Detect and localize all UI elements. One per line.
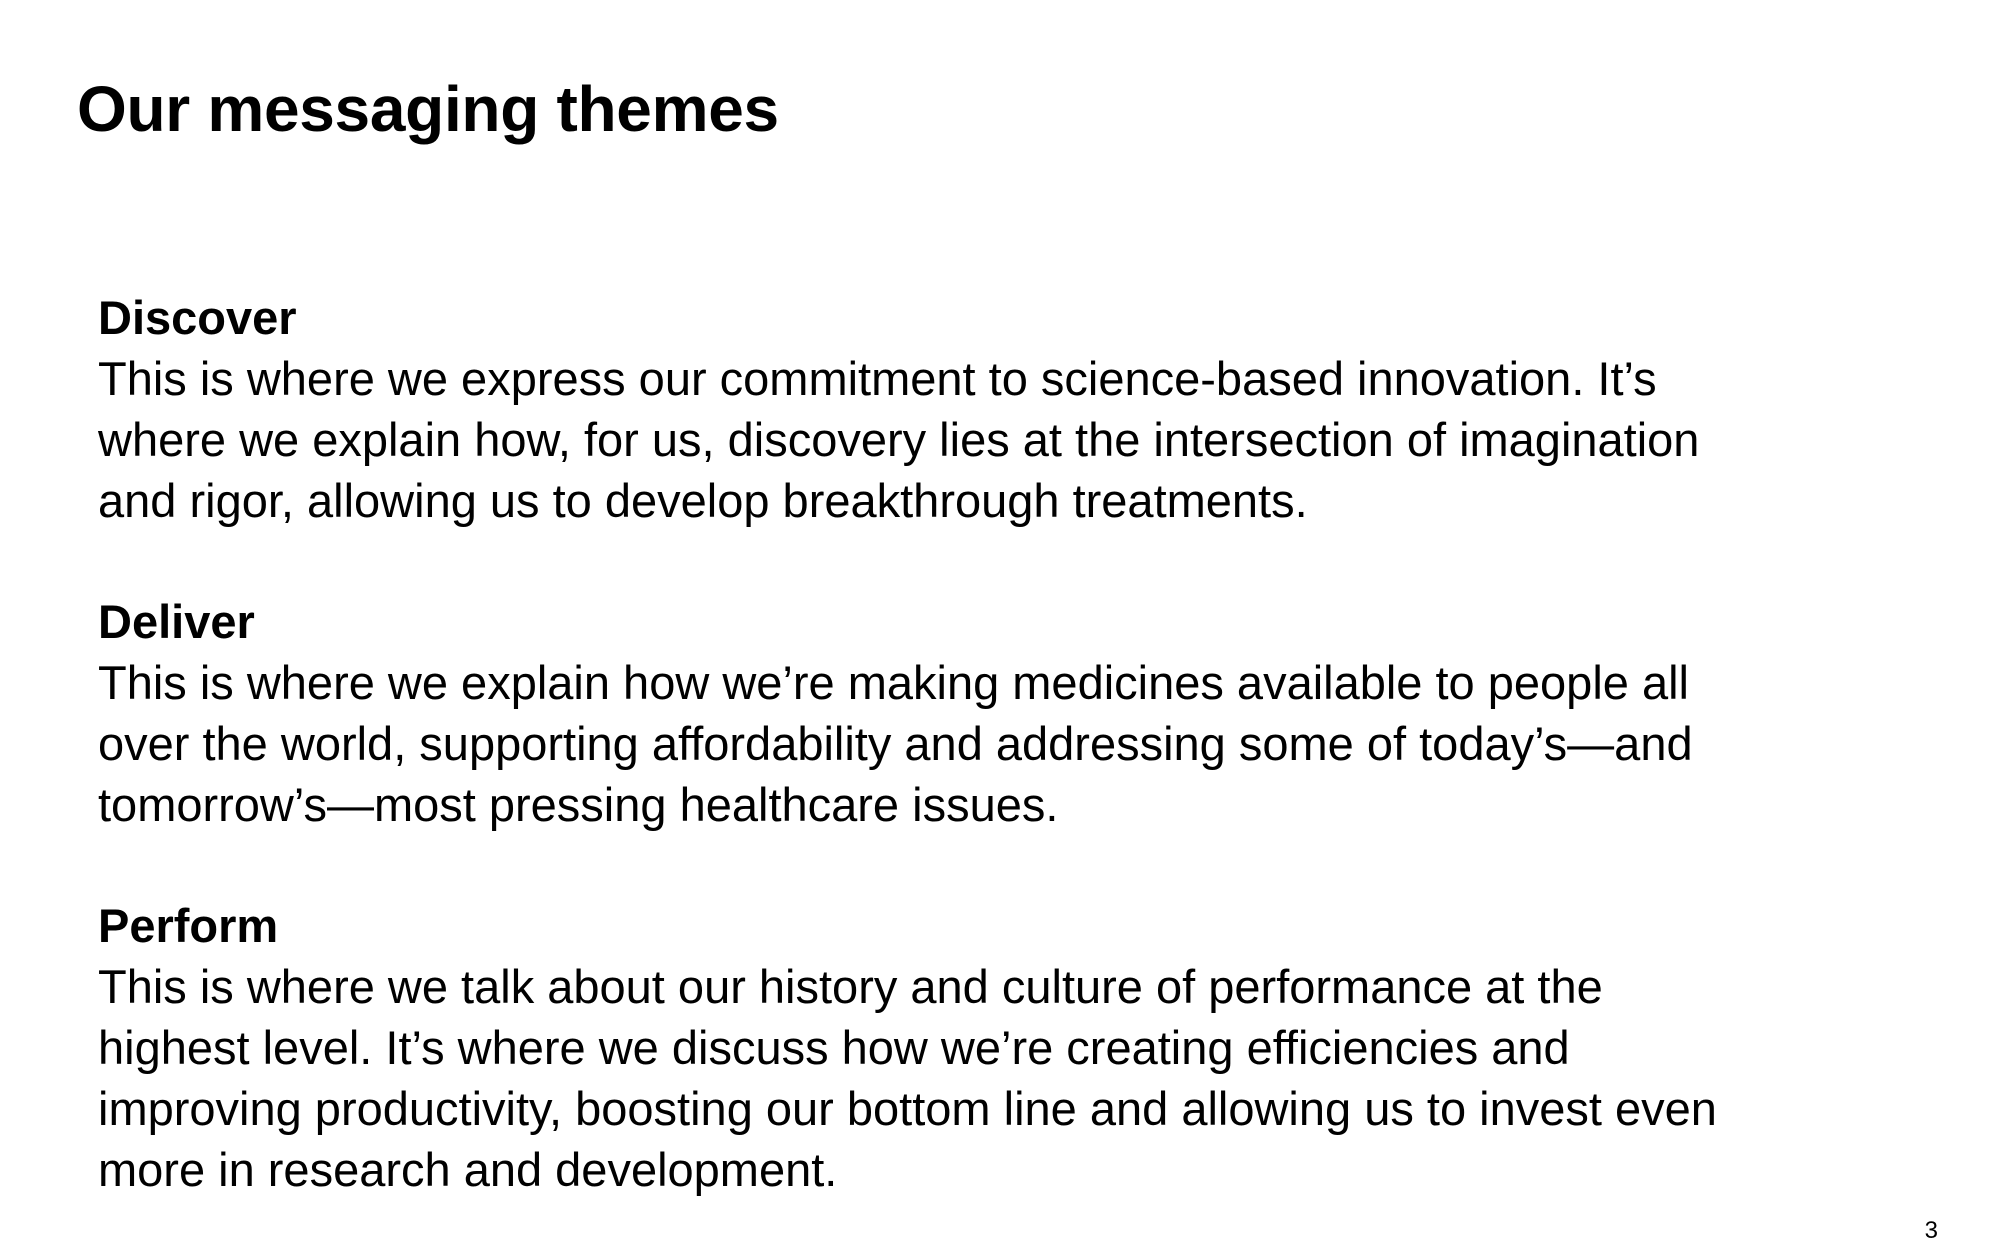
theme-text-line: where we explain how, for us, discovery lies at the intersection of imagination [98,413,1700,466]
page-number: 3 [1924,1217,1938,1244]
theme-text-line: This is where we talk about our history and culture of performance at the [98,960,1603,1013]
theme-heading: Discover [98,291,297,344]
page-title: Our messaging themes [77,73,779,145]
theme-text-line: tomorrow’s—most pressing healthcare issues. [98,778,1059,831]
theme-text-line: and rigor, allowing us to develop breakthrough treatments. [98,474,1308,527]
theme-text-line: This is where we explain how we’re making medicines available to people all [98,656,1689,709]
theme-perform [98,895,1898,1200]
theme-text-line: over the world, supporting affordability and addressing some of today’s—and [98,717,1693,770]
theme-deliver [98,591,1898,835]
theme-heading: Perform [98,899,279,952]
theme-text-line: more in research and development. [98,1143,838,1196]
theme-text-line: This is where we express our commitment to science-based innovation. It’s [98,352,1657,405]
theme-text-line: improving productivity, boosting our bottom line and allowing us to invest even [98,1082,1717,1135]
theme-discover [98,287,1898,531]
theme-text-line: highest level. It’s where we discuss how we’re creating efficiencies and [98,1021,1570,1074]
theme-heading: Deliver [98,595,255,648]
